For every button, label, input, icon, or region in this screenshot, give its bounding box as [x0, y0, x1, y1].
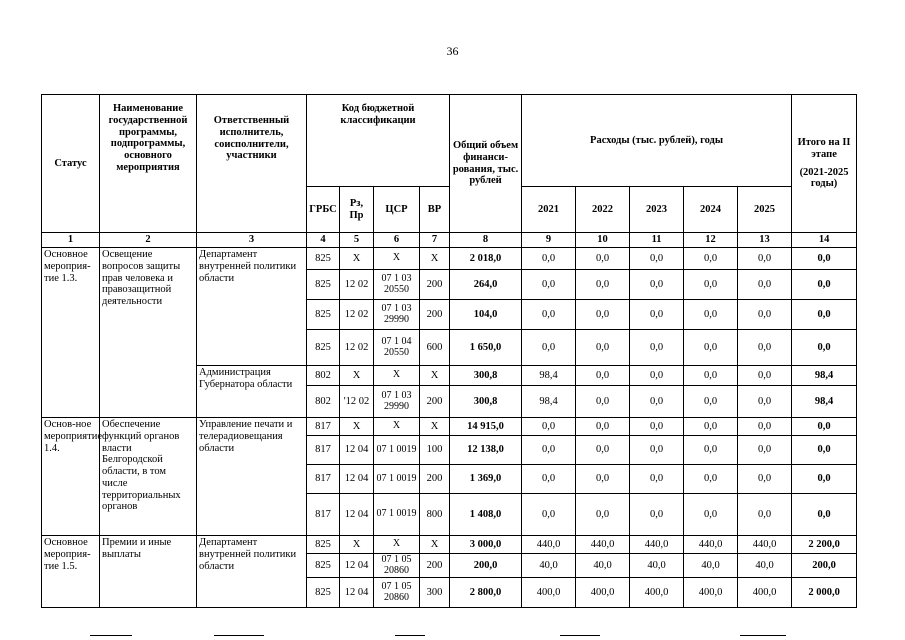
header-year-2024: 2024	[684, 187, 738, 233]
column-number: 3	[197, 233, 307, 248]
total-volume-cell: 264,0	[450, 270, 522, 300]
header-budget-code: Код бюджетной классификации	[307, 95, 450, 187]
table-body	[42, 248, 857, 608]
year-value-cell: 0,0	[576, 366, 630, 386]
header-name: Наименование государственной программы, подпрограммы, основного мероприятия	[100, 95, 197, 233]
total-volume-cell: 200,0	[450, 554, 522, 578]
total-volume-cell: 1 369,0	[450, 465, 522, 494]
year-value-cell: 440,0	[522, 536, 576, 554]
column-number: 6	[374, 233, 420, 248]
csr-cell: 07 1 03 20550	[374, 270, 420, 300]
table-row	[42, 418, 857, 436]
year-value-cell: 400,0	[738, 578, 792, 608]
header-year-2023: 2023	[630, 187, 684, 233]
year-value-cell: 0,0	[630, 270, 684, 300]
header-itogo	[792, 95, 857, 233]
rzpr-cell: 12 02	[340, 300, 374, 330]
itogo-cell: 0,0	[792, 418, 857, 436]
year-value-cell: 0,0	[630, 248, 684, 270]
header-grbs: ГРБС	[307, 187, 340, 233]
column-number: 8	[450, 233, 522, 248]
column-number: 9	[522, 233, 576, 248]
total-volume-cell: 104,0	[450, 300, 522, 330]
status-cell: Основ-ное мероприятие 1.4.	[42, 418, 100, 536]
year-value-cell: 0,0	[738, 386, 792, 418]
csr-cell: 07 1 0019	[374, 436, 420, 465]
rzpr-cell: '12 02	[340, 386, 374, 418]
grbs-cell: 825	[307, 536, 340, 554]
rzpr-cell: Х	[340, 248, 374, 270]
year-value-cell: 0,0	[522, 300, 576, 330]
header-year-2021: 2021	[522, 187, 576, 233]
header-year-2025: 2025	[738, 187, 792, 233]
year-value-cell: 0,0	[684, 270, 738, 300]
year-value-cell: 0,0	[522, 330, 576, 366]
csr-cell: 07 1 0019	[374, 465, 420, 494]
rzpr-cell: 12 04	[340, 494, 374, 536]
grbs-cell: 817	[307, 465, 340, 494]
year-value-cell: 0,0	[738, 418, 792, 436]
year-value-cell: 0,0	[630, 494, 684, 536]
year-value-cell: 0,0	[576, 436, 630, 465]
grbs-cell: 825	[307, 270, 340, 300]
status-cell: Основное мероприя-тие 1.3.	[42, 248, 100, 418]
year-value-cell: 0,0	[684, 465, 738, 494]
csr-cell: 07 1 04 20550	[374, 330, 420, 366]
scan-artifact	[560, 635, 600, 636]
year-value-cell: 0,0	[576, 494, 630, 536]
total-volume-cell: 300,8	[450, 386, 522, 418]
vr-cell: 200	[420, 270, 450, 300]
year-value-cell: 0,0	[522, 248, 576, 270]
year-value-cell: 0,0	[684, 300, 738, 330]
budget-table	[41, 94, 857, 608]
csr-cell: Х	[374, 248, 420, 270]
year-value-cell: 0,0	[576, 386, 630, 418]
itogo-cell: 0,0	[792, 300, 857, 330]
csr-cell: Х	[374, 418, 420, 436]
total-volume-cell: 1 408,0	[450, 494, 522, 536]
column-number-row	[42, 233, 857, 248]
vr-cell: 600	[420, 330, 450, 366]
year-value-cell: 0,0	[576, 330, 630, 366]
csr-cell: 07 1 05 20860	[374, 578, 420, 608]
itogo-cell: 0,0	[792, 330, 857, 366]
column-number: 1	[42, 233, 100, 248]
csr-cell: Х	[374, 366, 420, 386]
year-value-cell: 0,0	[684, 436, 738, 465]
header-year-2022: 2022	[576, 187, 630, 233]
grbs-cell: 825	[307, 300, 340, 330]
year-value-cell: 440,0	[630, 536, 684, 554]
year-value-cell: 0,0	[630, 300, 684, 330]
year-value-cell: 0,0	[630, 386, 684, 418]
event-name-cell: Премии и иные выплаты	[100, 536, 197, 608]
column-number: 5	[340, 233, 374, 248]
year-value-cell: 40,0	[630, 554, 684, 578]
header-csr: ЦСР	[374, 187, 420, 233]
scan-artifact	[395, 635, 425, 636]
year-value-cell: 0,0	[738, 465, 792, 494]
year-value-cell: 0,0	[630, 436, 684, 465]
header-rzpr: Рз, Пр	[340, 187, 374, 233]
year-value-cell: 0,0	[630, 465, 684, 494]
year-value-cell: 0,0	[684, 330, 738, 366]
year-value-cell: 0,0	[522, 494, 576, 536]
year-value-cell: 0,0	[576, 418, 630, 436]
year-value-cell: 0,0	[738, 366, 792, 386]
header-status: Статус	[42, 95, 100, 233]
year-value-cell: 40,0	[576, 554, 630, 578]
rzpr-cell: Х	[340, 366, 374, 386]
table-row	[42, 536, 857, 554]
responsible-cell: Департамент внутренней политики области	[197, 248, 307, 366]
column-number: 11	[630, 233, 684, 248]
total-volume-cell: 2 018,0	[450, 248, 522, 270]
rzpr-cell: 12 02	[340, 270, 374, 300]
rzpr-cell: 12 04	[340, 436, 374, 465]
itogo-cell: 200,0	[792, 554, 857, 578]
year-value-cell: 0,0	[576, 465, 630, 494]
grbs-cell: 825	[307, 554, 340, 578]
header-itogo-period: (2021-2025 годы)	[799, 166, 849, 190]
year-value-cell: 440,0	[738, 536, 792, 554]
scan-artifact	[740, 635, 786, 636]
rzpr-cell: 12 02	[340, 330, 374, 366]
event-name-cell: Обеспечение функций органов власти Белгородской области, в том числе территориальных органов	[100, 418, 197, 536]
itogo-cell: 0,0	[792, 248, 857, 270]
csr-cell: 07 1 05 20860	[374, 554, 420, 578]
vr-cell: 200	[420, 554, 450, 578]
column-number: 7	[420, 233, 450, 248]
year-value-cell: 0,0	[576, 248, 630, 270]
scan-artifact	[90, 635, 132, 636]
vr-cell: 800	[420, 494, 450, 536]
year-value-cell: 0,0	[684, 418, 738, 436]
total-volume-cell: 3 000,0	[450, 536, 522, 554]
year-value-cell: 0,0	[738, 270, 792, 300]
column-number: 13	[738, 233, 792, 248]
total-volume-cell: 12 138,0	[450, 436, 522, 465]
year-value-cell: 0,0	[576, 300, 630, 330]
year-value-cell: 98,4	[522, 366, 576, 386]
year-value-cell: 0,0	[738, 248, 792, 270]
csr-cell: Х	[374, 536, 420, 554]
grbs-cell: 825	[307, 578, 340, 608]
column-number: 4	[307, 233, 340, 248]
total-volume-cell: 300,8	[450, 366, 522, 386]
itogo-cell: 2 200,0	[792, 536, 857, 554]
grbs-cell: 817	[307, 494, 340, 536]
csr-cell: 07 1 03 29990	[374, 300, 420, 330]
year-value-cell: 0,0	[738, 300, 792, 330]
year-value-cell: 440,0	[576, 536, 630, 554]
page-number: 36	[446, 44, 459, 58]
grbs-cell: 802	[307, 366, 340, 386]
year-value-cell: 0,0	[522, 418, 576, 436]
year-value-cell: 40,0	[738, 554, 792, 578]
vr-cell: Х	[420, 366, 450, 386]
itogo-cell: 0,0	[792, 270, 857, 300]
grbs-cell: 802	[307, 386, 340, 418]
year-value-cell: 440,0	[684, 536, 738, 554]
year-value-cell: 0,0	[684, 494, 738, 536]
csr-cell: 07 1 03 29990	[374, 386, 420, 418]
rzpr-cell: 12 04	[340, 578, 374, 608]
responsible-cell: Департамент внутренней политики области	[197, 536, 307, 608]
year-value-cell: 0,0	[684, 366, 738, 386]
year-value-cell: 0,0	[738, 436, 792, 465]
vr-cell: Х	[420, 248, 450, 270]
total-volume-cell: 14 915,0	[450, 418, 522, 436]
itogo-cell: 0,0	[792, 436, 857, 465]
event-name-cell: Освещение вопросов защиты прав человека и правозащитной деятельности	[100, 248, 197, 418]
itogo-cell: 98,4	[792, 386, 857, 418]
year-value-cell: 40,0	[684, 554, 738, 578]
year-value-cell: 98,4	[522, 386, 576, 418]
rzpr-cell: Х	[340, 418, 374, 436]
itogo-cell: 0,0	[792, 465, 857, 494]
year-value-cell: 40,0	[522, 554, 576, 578]
column-number: 12	[684, 233, 738, 248]
grbs-cell: 825	[307, 330, 340, 366]
header-vr: ВР	[420, 187, 450, 233]
grbs-cell: 817	[307, 418, 340, 436]
vr-cell: Х	[420, 418, 450, 436]
itogo-cell: 0,0	[792, 494, 857, 536]
year-value-cell: 0,0	[522, 270, 576, 300]
vr-cell: Х	[420, 536, 450, 554]
vr-cell: 300	[420, 578, 450, 608]
vr-cell: 200	[420, 386, 450, 418]
column-number: 14	[792, 233, 857, 248]
year-value-cell: 0,0	[522, 465, 576, 494]
year-value-cell: 0,0	[630, 418, 684, 436]
year-value-cell: 0,0	[576, 270, 630, 300]
status-cell: Основное мероприя-тие 1.5.	[42, 536, 100, 608]
responsible-cell: Управление печати и телерадиовещания области	[197, 418, 307, 536]
year-value-cell: 400,0	[684, 578, 738, 608]
year-value-cell: 0,0	[684, 248, 738, 270]
year-value-cell: 400,0	[630, 578, 684, 608]
total-volume-cell: 1 650,0	[450, 330, 522, 366]
vr-cell: 100	[420, 436, 450, 465]
column-number: 2	[100, 233, 197, 248]
responsible-cell: Администрация Губернатора области	[197, 366, 307, 418]
grbs-cell: 817	[307, 436, 340, 465]
year-value-cell: 0,0	[738, 330, 792, 366]
header-total-volume: Общий объем финанси-рования, тыс. рублей	[450, 95, 522, 233]
vr-cell: 200	[420, 465, 450, 494]
header-responsible: Ответственный исполнитель, соисполнители, участники	[197, 95, 307, 233]
grbs-cell: 825	[307, 248, 340, 270]
column-number: 10	[576, 233, 630, 248]
header-expenses: Расходы (тыс. рублей), годы	[522, 95, 792, 187]
rzpr-cell: Х	[340, 536, 374, 554]
year-value-cell: 0,0	[738, 494, 792, 536]
year-value-cell: 0,0	[630, 330, 684, 366]
itogo-cell: 98,4	[792, 366, 857, 386]
year-value-cell: 0,0	[630, 366, 684, 386]
total-volume-cell: 2 800,0	[450, 578, 522, 608]
csr-cell: 07 1 0019	[374, 494, 420, 536]
itogo-cell: 2 000,0	[792, 578, 857, 608]
year-value-cell: 400,0	[522, 578, 576, 608]
year-value-cell: 0,0	[684, 386, 738, 418]
header-itogo-label: Итого на II этапе	[797, 137, 851, 160]
rzpr-cell: 12 04	[340, 465, 374, 494]
rzpr-cell: 12 04	[340, 554, 374, 578]
year-value-cell: 0,0	[522, 436, 576, 465]
table-row	[42, 248, 857, 270]
scan-artifact	[214, 635, 264, 636]
year-value-cell: 400,0	[576, 578, 630, 608]
vr-cell: 200	[420, 300, 450, 330]
